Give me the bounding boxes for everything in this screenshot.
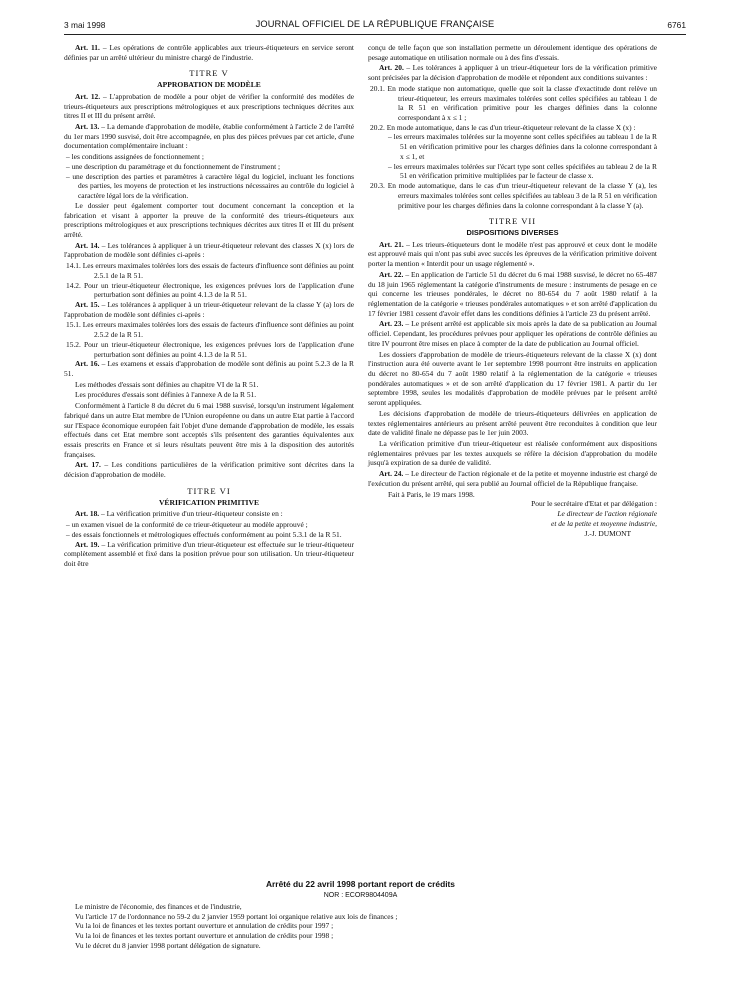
titre-vi-subtitle: VÉRIFICATION PRIMITIVE — [158, 497, 260, 507]
continuation-paragraph: conçu de telle façon que son installation permette un déroulement identique des opérations de pesage automatique en utilisation normale ou à des fins d'essais. — [368, 43, 657, 62]
titre-vii-subtitle: DISPOSITIONS DIVERSES — [466, 227, 559, 237]
titre-v-subtitle: APPROBATION DE MODÈLE — [157, 80, 261, 90]
paragraph: Les méthodes d'essais sont définies au chapitre VI de la R 51. — [75, 379, 259, 389]
page-header — [64, 18, 686, 34]
left-column — [64, 43, 354, 570]
arrete-line: Vu le décret du 8 janvier 1998 portant délégation de signature. — [75, 940, 261, 950]
titre-v-heading: TITRE V — [189, 68, 229, 79]
article-20: Art. 20. – Les tolérances à appliquer à un trieur-étiqueteur lors de la vérification primitive sont précisées par la décision d'approbation de modèle et répondent aux conditions suivantes : — [368, 63, 657, 83]
signature-line: Le directeur de l'action régionale — [557, 509, 657, 519]
paragraph: La vérification primitive d'un trieur-étiqueteur est réalisée conformément aux dispositions réglementaires prévues par les textes auxquels se réfère la décision d'approbation du modèle jusqu'à expiration de sa durée de validité. — [368, 439, 657, 468]
header-rule — [64, 34, 686, 35]
article-18: Art. 18. – La vérification primitive d'un trieur-étiqueteur consiste en : — [75, 509, 283, 519]
article-11: Art. 11. – Les opérations de contrôle applicables aux trieurs-étiqueteurs en service seront définies par un arrêté ultérieur du ministre chargé de l'industrie. — [64, 43, 354, 62]
list-item: – les erreurs maximales tolérées sur l'écart type sont celles spécifiées au tableau 2 de la R 51 en vérification primitive multipliées par le facteur de classe x. — [388, 161, 657, 181]
titre-vi-heading: TITRE VI — [187, 485, 231, 496]
page-number: 6761 — [667, 20, 686, 30]
article-21: Art. 21. – Les trieurs-étiqueteurs dont le modèle n'est pas approuvé et ceux dont le modèle est approuvé mais qui n'ont pas subi avec succès les épreuves de la vérification primitive doivent porter la mention « Interdit pour un usage réglementé ». — [368, 239, 657, 269]
list-item: 20.3. En mode automatique, dans le cas d'un trieur-étiqueteur relevant de la classe Y (a), les erreurs maximales tolérées sont celles spécifiées au tableau 3 de la R 51 en vérification primitive pour les charges définies dans la colonne correspondant à la classe Y (a). — [370, 181, 657, 210]
list-item: – les conditions assignées de fonctionnement ; — [66, 152, 204, 162]
signature-date: Fait à Paris, le 19 mars 1998. — [388, 489, 475, 499]
article-12: Art. 12. – L'approbation de modèle a pour objet de vérifier la conformité des modèles de trieurs-étiqueteurs aux prescriptions métrologiques et aux prescriptions techniques décrites aux titres II et III du présent arrêté. — [64, 91, 354, 121]
nor-reference: NOR : ECOR9804409A — [323, 891, 398, 899]
paragraph: Conformément à l'article 8 du décret du 6 mai 1988 susvisé, lorsqu'un instrument légalement fabriqué dans un autre Etat membre de l'Union européenne ou dans un autre Etat partie à l'accord sur l'Espace économique européen fait l'objet d'une demande d'approbation de modèle, les essais effectués dans cet Etat membre sont acceptés s'ils présentent des garanties équivalentes aux essais prescrits en France et si leurs résultats peuvent être mis à la disposition des autorités françaises. — [64, 401, 354, 459]
list-item: – un examen visuel de la conformité de ce trieur-étiqueteur au modèle approuvé ; — [66, 520, 308, 530]
list-item: – des essais fonctionnels et métrologiques effectués conformément au point 5.3.1 de la R 51. — [66, 529, 342, 539]
article-14: Art. 14. – Les tolérances à appliquer à un trieur-étiqueteur relevant des classes X (x) lors de l'approbation de modèle sont définies ci-après : — [64, 240, 354, 260]
list-item: 14.2. Pour un trieur-étiqueteur électronique, les exigences prévues lors de l'application d'une perturbation sont définies au point 4.1.3 de la R 51. — [66, 280, 354, 300]
article-22: Art. 22. – En application de l'article 51 du décret du 6 mai 1988 susvisé, le décret no 65-487 du 18 juin 1965 réglementant la catégorie d'instruments de mesure : instruments de pesage en ce qui concerne les trieuses pondérales, le décret no 80-654 du 7 août 1980 relatif à la réglementation de la catégorie « trieuses pondérales automatiques » et son arrêté d'application du 17 février 1981 cessent d'avoir effet dans les conditions définies à l'article 23 du présent arrêté. — [368, 269, 657, 318]
arrete-section — [64, 880, 657, 950]
list-item: – une description du paramétrage et du fonctionnement de l'instrument ; — [66, 161, 281, 171]
article-16: Art. 16. – Les examens et essais d'approbation de modèle sont définis au point 5.2.3 de la R 51. — [64, 359, 354, 378]
article-13: Art. 13. – La demande d'approbation de modèle, établie conformément à l'article 2 de l'arrêté du 1er mars 1990 susvisé, doit être accompagnée, en plus des pièces prévues par cet article, d'une documentation complémentaire incluant : — [64, 122, 354, 151]
article-24: Art. 24. – Le directeur de l'action régionale et de la petite et moyenne industrie est chargé de l'exécution du présent arrêté, qui sera publié au Journal officiel de la République française. — [368, 469, 657, 488]
list-item: 20.2. En mode automatique, dans le cas d'un trieur-étiqueteur relevant de la classe X (x) : — [370, 122, 636, 132]
list-item: – les erreurs maximales tolérées sur la moyenne sont celles spécifiées au tableau 1 de la R 51 en vérification primitive pour les charges définies dans la colonne correspondant à x ≤ 1, et — [388, 132, 657, 161]
arrete-line: Vu l'article 17 de l'ordonnance no 59-2 du 2 janvier 1959 portant loi organique relative aux lois de finances ; — [75, 911, 398, 921]
arrete-line: Le ministre de l'économie, des finances et de l'industrie, — [75, 902, 242, 912]
list-item: 15.1. Les erreurs maximales tolérées lors des essais de facteurs d'influence sont définies au point 2.5.2 de la R 51. — [66, 320, 354, 340]
paragraph: Les dossiers d'approbation de modèle de trieurs-étiqueteurs relevant de la classe X (x) dont l'instruction aura été ouverte avant le 1er septembre 1998 pourront être instruits en application du décret no 80-654 du 7 août 1980 relatif à la réglementation de la catégorie « trieuses pondérales automatiques » et de son arrêté d'application du 17 février 1981. A partir du 1er septembre 1998, seules les modalités d'approbation de modèle prévues par le présent arrêté seront appliquées. — [368, 349, 657, 408]
right-column — [368, 43, 657, 538]
list-item: 14.1. Les erreurs maximales tolérées lors des essais de facteurs d'influence sont définies au point 2.5.1 de la R 51. — [66, 261, 354, 280]
list-item: 20.1. En mode statique non automatique, quelle que soit la classe d'exactitude dont relève un trieur-étiqueteur, les erreurs maximales tolérées sont celles spécifiées au tableau 1 de la R 51 en vérification primitive pour les charges définies dans la colonne correspondant à x ≤ 1 ; — [370, 83, 657, 123]
article-15: Art. 15. – Les tolérances à appliquer à un trieur-étiqueteur relevant de la classe Y (a) lors de l'approbation de modèle sont définies ci-après : — [64, 299, 354, 319]
article-17: Art. 17. – Les conditions particulières de la vérification primitive sont décrites dans la décision d'approbation de modèle. — [64, 460, 354, 480]
list-item: 15.2. Pour un trieur-étiqueteur électronique, les exigences prévues lors de l'application d'une perturbation sont définies au point 4.1.3 de la R 51. — [66, 339, 354, 359]
article-23: Art. 23. – Le présent arrêté est applicable six mois après la date de sa publication au Journal officiel. Cependant, les procédures prévues pour appliquer les opérations de contrôle définies au titre IV pourront être mises en place à compter de la date de publication au Journal officiel. — [368, 319, 658, 348]
header-date: 3 mai 1998 — [64, 20, 106, 30]
arrete-line: Vu la loi de finances et les textes portant ouverture et annulation de crédits pour 1998 ; — [75, 930, 334, 940]
article-19: Art. 19. – La vérification primitive d'un trieur-étiqueteur est effectuée sur le trieur-étiqueteur complètement assemblé et fixé dans la position prévue pour son utilisation. Un trieur-étiqueteur doit être — [64, 539, 354, 568]
paragraph: Les décisions d'approbation de modèle de trieurs-étiqueteurs délivrées en application de textes réglementaires antérieurs au présent arrêté peuvent être reconduites à condition que leur date de validité finale ne dépasse pas le 1er juin 2003. — [368, 408, 657, 438]
arrete-title: Arrêté du 22 avril 1998 portant report de crédits — [266, 879, 455, 889]
journal-title: JOURNAL OFFICIEL DE LA RÉPUBLIQUE FRANÇAISE — [255, 19, 495, 29]
titre-vii-heading: TITRE VII — [488, 216, 537, 227]
signatory-name: J.-J. DUMONT — [584, 528, 631, 538]
dossier-paragraph: Le dossier peut également comporter tout document concernant la conception et la fabrication et visant à apporter la preuve de la conformité des trieurs-étiqueteurs aux prescriptions métrologiques et aux prescriptions techniques décrites aux titres II et III du présent arrêté. — [64, 200, 354, 239]
signature-line: Pour le secrétaire d'Etat et par délégation : — [531, 499, 657, 509]
list-item: – une description des parties et paramètres à caractère légal du logiciel, incluant les fonctions des parties, les moyens de protection et les instructions nécessaires au contrôle du logiciel à caractère légal lors de la vérification. — [66, 171, 354, 201]
arrete-line: Vu la loi de finances et les textes portant ouverture et annulation de crédits pour 1997 ; — [75, 921, 334, 931]
paragraph: Les procédures d'essais sont définies à l'annexe A de la R 51. — [75, 390, 257, 400]
signature-line: et de la petite et moyenne industrie, — [551, 518, 657, 528]
